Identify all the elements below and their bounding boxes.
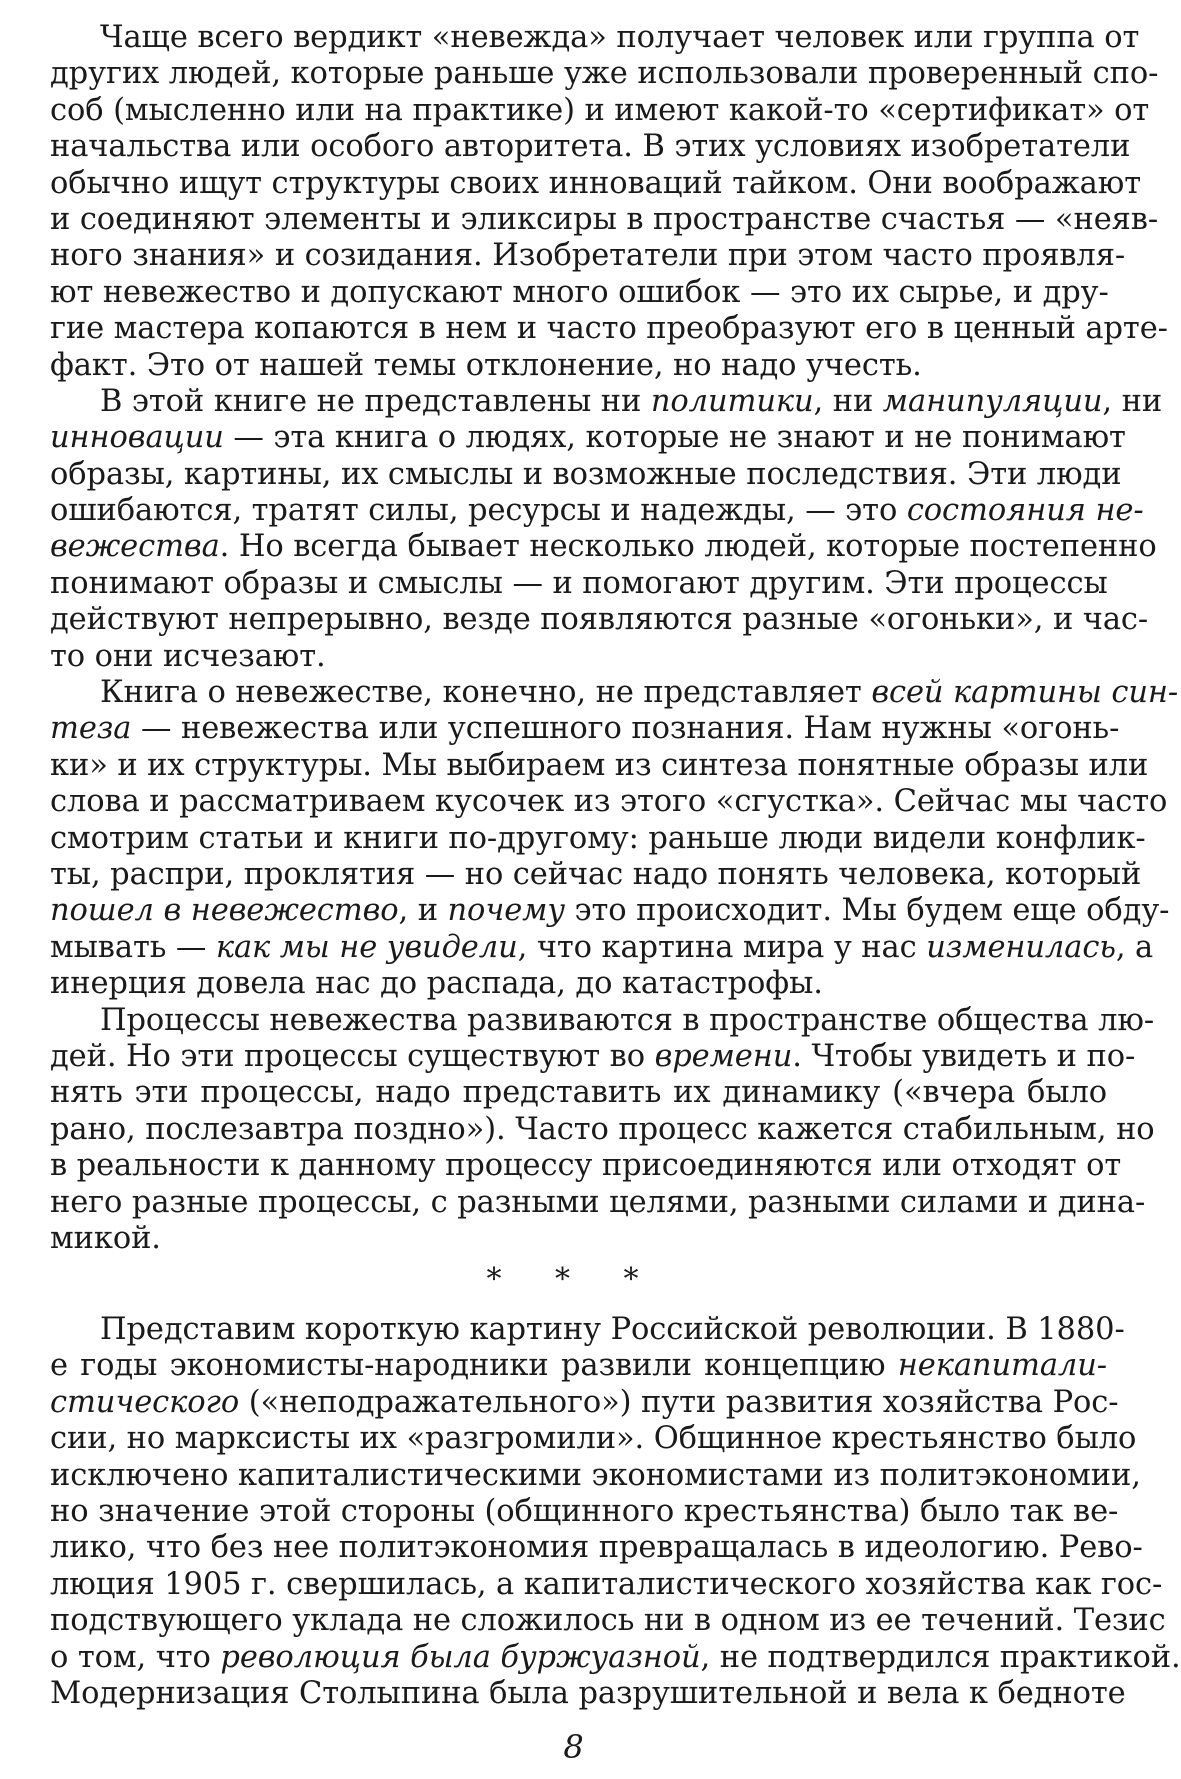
italic-text-run: революция была буржуазной (220, 1639, 701, 1675)
text-run: е годы экономисты-народники развили концепцию (50, 1348, 898, 1384)
text-line (50, 566, 1107, 602)
text-line (50, 129, 1131, 165)
paragraph (50, 1312, 1181, 1712)
text-run: Чаще всего вердикт «невежда» получает человек или группа от (100, 20, 1140, 55)
text-line (50, 747, 1149, 784)
text-line (50, 602, 1149, 638)
italic-text-run: пошел в невежество (50, 893, 399, 929)
text-run: , ни (1102, 383, 1163, 419)
text-run: ошибаются, тратят силы, ресурсы и надежды, — это (50, 493, 907, 529)
text-line (50, 456, 1122, 493)
italic-text-run: вежества (50, 529, 220, 565)
text-line (50, 1384, 1119, 1421)
text-line (50, 820, 1146, 857)
text-line (50, 92, 1150, 129)
text-run: слова и рассматриваем кусочек из этого «сгустка». Сейчас мы часто (50, 784, 1168, 820)
italic-text-run: некапитали- (897, 1348, 1107, 1384)
text-line (50, 856, 1142, 893)
text-run: Книга о невежестве, конечно, не представляет (100, 675, 872, 711)
text-run: , ни (813, 383, 883, 419)
text-line (50, 420, 1126, 456)
italic-text-run: стического (50, 1384, 240, 1420)
italic-text-run: политики (650, 383, 814, 419)
text-run: («неподражательного») пути развития хозяйства Рос- (239, 1384, 1119, 1420)
text-run: В этой книге не представлены ни (100, 383, 651, 419)
body-text-top (50, 20, 1179, 1257)
text-run: инерция довела нас до распада, до катастрофы. (50, 966, 823, 1002)
italic-text-run: теза (50, 711, 132, 747)
text-line (50, 56, 1159, 92)
italic-text-run: как мы не увидели (215, 929, 518, 965)
text-line (50, 966, 1107, 1002)
text-run: это происходит. Мы будем еще обду- (564, 893, 1170, 929)
text-line (50, 383, 1163, 420)
text-run: образы, картины, их смыслы и возможные последствия. Эти люди (50, 456, 1122, 492)
text-line (50, 675, 1179, 711)
text-run: , а (1115, 929, 1154, 965)
text-line (50, 20, 1140, 56)
text-run: ного знания» и созидания. Изобретатели при этом часто проявля- (50, 238, 1126, 274)
text-run: исключено капиталистическими экономистами из политэкономии, (50, 1457, 1141, 1493)
text-run: , не подтвердился практикой. (700, 1639, 1181, 1675)
text-run: люция 1905 г. свершилась, а капиталистического хозяйства как гос- (50, 1566, 1163, 1602)
text-run: других людей, которые раньше уже использовали проверенный спо- (50, 56, 1159, 92)
text-line (50, 1457, 1141, 1494)
text-run: рано, послезавтра поздно»). Часто процесс кажется стабильным, но (50, 1111, 1155, 1147)
italic-text-run: изменилась (926, 929, 1116, 965)
text-line (50, 238, 1126, 274)
text-line (50, 1493, 1119, 1530)
text-run: понимают образы и смыслы — и помогают другим. Эти процессы (50, 565, 1108, 601)
text-run: мывать — (50, 929, 216, 965)
text-run: Модернизация Столыпина была разрушительной и вела к бедноте (50, 1675, 1126, 1711)
text-run: ты, распри, проклятия — но сейчас надо понять человека, который (50, 856, 1142, 892)
text-line (50, 1421, 1137, 1457)
text-line (50, 1002, 1155, 1039)
paragraph (50, 383, 1163, 675)
text-run: Процессы невежества развиваются в пространстве общества лю- (100, 1002, 1155, 1038)
text-line (50, 1530, 1143, 1566)
paragraph (50, 20, 1168, 384)
text-run: о том, что (50, 1639, 221, 1675)
text-run: нять эти процессы, надо представить их динамику («вчера было (50, 1075, 1107, 1111)
italic-text-run: почему (447, 893, 565, 929)
text-run: обычно ищут структуры своих инноваций тайком. Они воображают (50, 165, 1141, 201)
text-run: . Но всегда бывает несколько людей, которые постепенно (219, 529, 1157, 565)
text-line (50, 1111, 1155, 1148)
text-run: — эта книга о людях, которые не знают и не понимают (223, 420, 1126, 456)
text-line (50, 529, 1157, 565)
text-run: и соединяют элементы и эликсиры в пространстве счастья — «неяв- (50, 201, 1159, 237)
text-run: соб (мысленно или на практике) и имеют какой-то «сертификат» от (50, 92, 1150, 128)
text-run: него разные процессы, с разными целями, разными силами и дина- (50, 1184, 1146, 1220)
text-line (50, 784, 1168, 820)
body-text-bottom (50, 1312, 1181, 1712)
text-run: но значение этой стороны (общинного крестьянства) было так ве- (50, 1493, 1119, 1529)
italic-text-run: всей картины син- (871, 675, 1179, 711)
text-run: гие мастера копаются в нем и часто преобразуют его в ценный арте- (50, 311, 1168, 347)
text-run: в реальности к данному процессу присоединяются или отходят от (50, 1148, 1122, 1184)
text-line (50, 1639, 1181, 1676)
text-line (50, 311, 1168, 347)
text-line (50, 1184, 1146, 1221)
text-line (50, 201, 1159, 238)
text-run: смотрим статьи и книги по-другому: раньше люди видели конфлик- (50, 820, 1146, 856)
text-run: — невежества или успешного познания. Нам нужны «огонь- (131, 711, 1120, 747)
text-run: лико, что без нее политэкономия превращалась в идеологию. Рево- (50, 1530, 1143, 1566)
text-run: . Чтобы увидеть и по- (792, 1038, 1136, 1074)
page-number: 8 (563, 1728, 584, 1766)
text-run: действуют непрерывно, везде появляются разные «огоньки», и час- (50, 602, 1149, 638)
text-line (50, 1148, 1122, 1184)
text-run: факт. Это от нашей темы отклонение, но надо учесть. (50, 347, 922, 383)
text-line (50, 1675, 1126, 1712)
text-line (50, 1603, 1166, 1639)
text-line (50, 1566, 1163, 1603)
text-line (50, 165, 1141, 202)
text-line (50, 348, 1107, 384)
italic-text-run: манипуляции (882, 383, 1103, 419)
text-line (50, 1348, 1107, 1384)
text-run: дей. Но эти процессы существуют во (50, 1038, 655, 1074)
text-run: Представим короткую картину Российской революции. В 1880- (100, 1312, 1125, 1347)
italic-text-run: состояния не- (906, 493, 1144, 529)
text-run: сии, но марксисты их «разгромили». Общинное крестьянство было (50, 1421, 1137, 1457)
paragraph (50, 1002, 1155, 1258)
text-line (50, 711, 1120, 747)
text-line (50, 1221, 1107, 1257)
text-run: , что картина мира у нас (517, 929, 927, 965)
section-separator: * * * (486, 1262, 661, 1297)
text-line (50, 1075, 1107, 1111)
text-run: подствующего уклада не сложилось ни в одном из ее течений. Тезис (50, 1603, 1166, 1639)
text-run: микой. (50, 1220, 161, 1256)
text-line (50, 493, 1144, 529)
text-run: ют невежество и допускают много ошибок — это их сырье, и дру- (50, 274, 1109, 310)
text-line (50, 1038, 1136, 1075)
text-line (50, 929, 1154, 966)
text-line (50, 1312, 1125, 1348)
text-run: , и (398, 893, 448, 929)
text-run: то они исчезают. (50, 638, 326, 674)
text-run: ки» и их структуры. Мы выбираем из синтеза понятные образы или (50, 747, 1149, 783)
text-run: начальства или особого авторитета. В этих условиях изобретатели (50, 129, 1131, 165)
text-line (50, 639, 1107, 675)
italic-text-run: инновации (50, 420, 224, 456)
italic-text-run: времени (654, 1038, 793, 1074)
paragraph (50, 675, 1179, 1003)
text-line (50, 275, 1107, 311)
text-line (50, 893, 1170, 929)
